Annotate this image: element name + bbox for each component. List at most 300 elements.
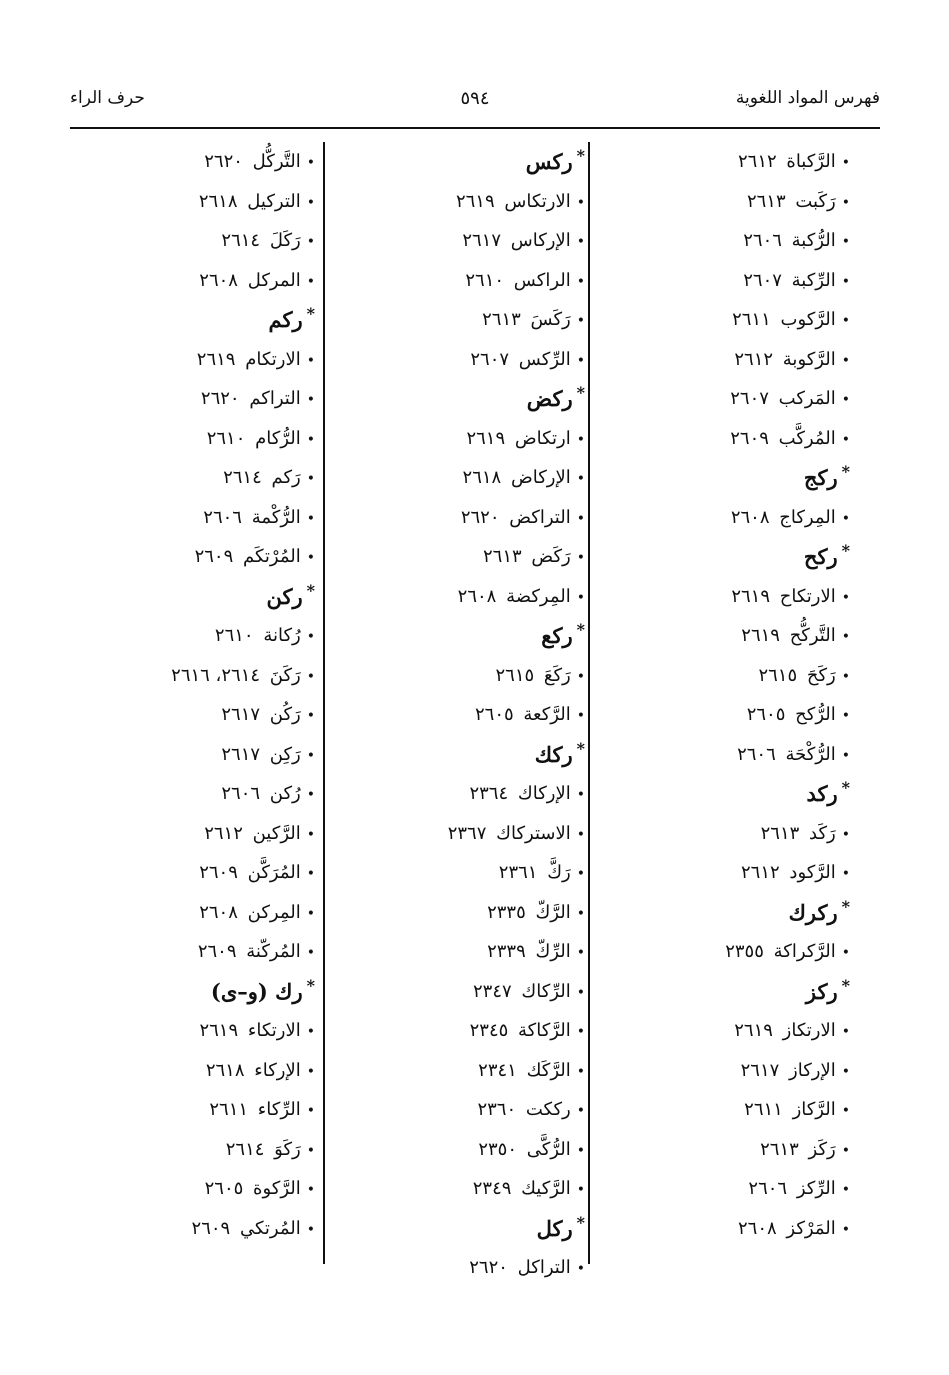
index-entry bbox=[350, 261, 585, 301]
root-heading bbox=[605, 537, 850, 577]
entry-word: الرَّكعة bbox=[523, 704, 571, 725]
index-entry bbox=[100, 1090, 315, 1130]
entry-reference: ٢٦٠٨ bbox=[199, 901, 238, 923]
bullet-icon: • bbox=[576, 708, 585, 724]
root-heading bbox=[350, 1209, 585, 1249]
index-entry bbox=[350, 340, 585, 380]
root-heading bbox=[350, 379, 585, 419]
entry-reference: ٢٦٠٥ bbox=[475, 704, 514, 725]
bullet-icon: • bbox=[576, 866, 585, 882]
entry-word: الرِّكز bbox=[796, 1178, 836, 1199]
entry-word: المَركب bbox=[778, 388, 836, 409]
bullet-icon: • bbox=[306, 905, 315, 922]
index-entry bbox=[350, 853, 585, 893]
entry-word: الرُّكح bbox=[795, 704, 836, 725]
asterisk-icon: * bbox=[306, 975, 315, 995]
bullet-icon: • bbox=[306, 510, 315, 527]
entry-word: الرِّكبة bbox=[791, 269, 836, 291]
bullet-icon: • bbox=[576, 1182, 585, 1198]
entry-word: المُركَّب bbox=[778, 427, 836, 449]
index-entry bbox=[100, 1169, 315, 1209]
entry-word: المُرتكي bbox=[239, 1217, 301, 1239]
index-entry bbox=[100, 774, 315, 814]
entry-word: الرَّكّ bbox=[535, 901, 571, 923]
entry-word: ارتكاض bbox=[514, 427, 571, 449]
root-heading bbox=[605, 774, 850, 814]
bullet-icon: • bbox=[576, 352, 585, 369]
entry-word: الراكس bbox=[513, 269, 571, 291]
entry-reference: ٢٦١٩ bbox=[466, 427, 506, 449]
bullet-icon: • bbox=[306, 826, 315, 843]
bullet-icon: • bbox=[576, 984, 585, 1001]
index-entry bbox=[100, 656, 315, 696]
entry-reference: ٢٣٤٥ bbox=[469, 1020, 509, 1041]
entry-word: الارتكاز bbox=[782, 1020, 836, 1041]
bullet-icon: • bbox=[306, 1063, 315, 1080]
index-entry bbox=[350, 577, 585, 617]
entry-word: الإركاز bbox=[789, 1059, 836, 1081]
entry-word: المركل bbox=[247, 269, 301, 291]
bullet-icon: • bbox=[306, 629, 315, 645]
entry-word: رَكَض bbox=[531, 546, 571, 567]
entry-word: الرَّكود bbox=[789, 862, 836, 883]
index-entry bbox=[100, 616, 315, 656]
entry-word: التركيل bbox=[247, 190, 301, 212]
bullet-icon: • bbox=[841, 629, 850, 645]
entry-word: الرُّكَّى bbox=[526, 1138, 571, 1160]
bullet-icon: • bbox=[576, 945, 585, 961]
entry-reference: ٢٦١٢ bbox=[741, 862, 780, 883]
entry-reference: ٢٣٦٠ bbox=[477, 1099, 517, 1120]
bullet-icon: • bbox=[576, 431, 585, 448]
bullet-icon: • bbox=[841, 866, 850, 882]
bullet-icon: • bbox=[576, 234, 585, 250]
entry-reference: ٢٣٦٤ bbox=[469, 783, 509, 804]
page-header bbox=[70, 88, 880, 118]
entry-word: رَكِن bbox=[269, 743, 301, 765]
entry-reference: ٢٣٣٥ bbox=[487, 901, 526, 923]
root-heading bbox=[350, 616, 585, 656]
entry-reference: ٢٦١٥ bbox=[758, 664, 798, 686]
index-entry bbox=[350, 932, 585, 972]
index-entry bbox=[605, 182, 850, 222]
entry-reference: ٢٦١٧ bbox=[740, 1059, 780, 1081]
entry-reference: ٢٦٠٦ bbox=[748, 1178, 788, 1199]
index-entry bbox=[100, 379, 315, 419]
entry-reference: ٢٦١١ bbox=[732, 309, 771, 330]
bullet-icon: • bbox=[576, 905, 585, 922]
entry-word: الإركاء bbox=[254, 1059, 301, 1081]
bullet-icon: • bbox=[576, 550, 585, 566]
bullet-icon: • bbox=[576, 510, 585, 527]
index-entry bbox=[605, 1169, 850, 1209]
index-entry bbox=[100, 1011, 315, 1051]
bullet-icon: • bbox=[306, 1221, 315, 1238]
entry-reference: ٢٦٠٦ bbox=[737, 743, 776, 765]
entry-reference: ٢٣٦٧ bbox=[447, 822, 487, 844]
index-entry bbox=[605, 419, 850, 459]
index-entry bbox=[350, 1051, 585, 1091]
entry-word: رَكم bbox=[271, 467, 301, 488]
entry-word: الارتكام bbox=[245, 348, 301, 370]
bullet-icon: • bbox=[306, 392, 315, 408]
entry-reference: ٢٦١١ bbox=[209, 1099, 249, 1120]
bullet-icon: • bbox=[306, 431, 315, 448]
entry-reference: ٢٦١٨ bbox=[462, 467, 502, 488]
bullet-icon: • bbox=[576, 787, 585, 803]
bullet-icon: • bbox=[841, 194, 850, 211]
entry-word: الرِّكاء bbox=[257, 1099, 301, 1120]
bullet-icon: • bbox=[841, 352, 850, 369]
section-title: حرف الراء bbox=[70, 88, 145, 108]
index-entry bbox=[605, 695, 850, 735]
asterisk-icon: * bbox=[576, 738, 585, 758]
entry-word: الرِّكاك bbox=[521, 980, 571, 1002]
entry-reference: ٢٦١٢ bbox=[737, 151, 777, 172]
column-divider bbox=[323, 142, 325, 1264]
index-entry bbox=[100, 932, 315, 972]
bullet-icon: • bbox=[841, 747, 850, 764]
index-entry bbox=[605, 300, 850, 340]
entry-word: الارتكاس bbox=[504, 190, 571, 212]
entry-reference: ٢٦١٣ bbox=[760, 1138, 799, 1160]
root-label: رك (و–ى) bbox=[210, 978, 303, 1004]
entry-word: التَّركُّح bbox=[789, 625, 836, 646]
bullet-icon: • bbox=[576, 826, 585, 843]
entry-reference: ٢٦١٧ bbox=[221, 704, 261, 725]
index-entry bbox=[605, 932, 850, 972]
bullet-icon: • bbox=[576, 194, 585, 211]
index-entry bbox=[605, 1090, 850, 1130]
entry-reference: ٢٣٥٠ bbox=[478, 1138, 517, 1160]
root-heading bbox=[605, 893, 850, 933]
bullet-icon: • bbox=[841, 1182, 850, 1198]
asterisk-icon: * bbox=[841, 541, 850, 560]
entry-reference: ٢٦٢٠ bbox=[469, 1257, 508, 1278]
entry-reference: ٢٦١٠ bbox=[214, 625, 254, 646]
bullet-icon: • bbox=[841, 313, 850, 329]
bullet-icon: • bbox=[841, 1063, 850, 1080]
entry-reference: ٢٦٠٩ bbox=[730, 427, 769, 449]
index-entry bbox=[350, 300, 585, 340]
bullet-icon: • bbox=[306, 234, 315, 250]
entry-word: رَكَوَ bbox=[274, 1138, 301, 1160]
entry-word: الإركاك bbox=[517, 783, 571, 804]
index-column-middle bbox=[350, 142, 585, 1278]
index-entry bbox=[605, 142, 850, 182]
entry-reference: ٢٦١٩ bbox=[199, 1020, 239, 1041]
index-entry bbox=[100, 340, 315, 380]
entry-reference: ٢٦١٣ bbox=[482, 309, 521, 330]
entry-word: رَكَسَ bbox=[530, 309, 571, 330]
asterisk-icon: * bbox=[841, 896, 850, 916]
index-entry bbox=[350, 419, 585, 459]
entry-reference: ٢٦١١ bbox=[744, 1099, 783, 1120]
bullet-icon: • bbox=[576, 668, 585, 685]
bullet-icon: • bbox=[306, 471, 315, 487]
index-entry bbox=[605, 1011, 850, 1051]
entry-reference: ٢٣٤٧ bbox=[473, 980, 512, 1002]
entry-reference: ٢٦٠٨ bbox=[199, 269, 238, 291]
column-divider bbox=[588, 142, 590, 1264]
entry-word: رَكَنَ bbox=[269, 664, 301, 686]
page-number: ٥٩٤ bbox=[460, 88, 490, 109]
bullet-icon: • bbox=[306, 1103, 315, 1119]
entry-word: التراكض bbox=[509, 506, 571, 528]
entry-reference: ٢٦١٣ bbox=[760, 822, 800, 844]
bullet-icon: • bbox=[306, 155, 315, 171]
index-entry bbox=[100, 458, 315, 498]
entry-word: رُكانة bbox=[263, 625, 301, 646]
index-entry bbox=[350, 774, 585, 814]
entry-reference: ٢٦١٩ bbox=[734, 1020, 773, 1041]
entry-reference: ٢٦١٠ bbox=[206, 427, 246, 449]
bullet-icon: • bbox=[576, 589, 585, 606]
entry-reference: ٢٦١٢ bbox=[734, 348, 774, 370]
index-entry bbox=[350, 221, 585, 261]
asterisk-icon: * bbox=[841, 975, 850, 995]
bullet-icon: • bbox=[576, 1063, 585, 1080]
entry-word: المِركضة bbox=[506, 585, 571, 607]
entry-word: المِركن bbox=[247, 901, 301, 923]
root-label: ركد bbox=[806, 781, 838, 806]
header-rule bbox=[70, 127, 880, 129]
entry-word: رُكن bbox=[269, 783, 301, 804]
asterisk-icon: * bbox=[306, 580, 315, 600]
root-label: ركز bbox=[805, 978, 838, 1004]
running-title: فهرس المواد اللغوية bbox=[735, 88, 880, 108]
index-column-right bbox=[605, 142, 850, 1272]
index-entry bbox=[100, 498, 315, 538]
bullet-icon: • bbox=[841, 826, 850, 843]
entry-word: الرُّكبة bbox=[791, 230, 836, 251]
root-label: ركرك bbox=[788, 899, 838, 925]
bullet-icon: • bbox=[576, 1103, 585, 1119]
index-entry bbox=[605, 1130, 850, 1170]
bullet-icon: • bbox=[306, 708, 315, 724]
index-entry bbox=[350, 182, 585, 222]
index-entry bbox=[605, 221, 850, 261]
entry-reference: ٢٣٥٥ bbox=[725, 941, 764, 962]
entry-word: الرَّكاز bbox=[792, 1099, 836, 1120]
entry-reference: ٢٦٢٠ bbox=[460, 506, 500, 528]
index-entry bbox=[350, 1169, 585, 1209]
entry-word: المِركاج bbox=[779, 506, 836, 528]
bullet-icon: • bbox=[841, 1221, 850, 1238]
bullet-icon: • bbox=[576, 1024, 585, 1040]
index-entry bbox=[350, 1130, 585, 1170]
entry-word: الرَّكين bbox=[252, 822, 301, 844]
entry-reference: ٢٦٠٨ bbox=[457, 585, 497, 607]
entry-reference: ٢٦١٥ bbox=[495, 664, 535, 686]
entry-word: رَكَحَ bbox=[806, 664, 836, 686]
asterisk-icon: * bbox=[576, 146, 585, 165]
index-entry bbox=[605, 1051, 850, 1091]
entry-word: الإركاض bbox=[510, 467, 571, 488]
entry-reference: ٢٦١٤ bbox=[225, 1138, 265, 1160]
entry-word: الاستركاك bbox=[496, 822, 571, 844]
index-entry bbox=[100, 142, 315, 182]
entry-reference: ٢٦٠٩ bbox=[194, 546, 234, 567]
asterisk-icon: * bbox=[576, 1212, 585, 1232]
index-entry bbox=[100, 1209, 315, 1249]
index-entry bbox=[100, 814, 315, 854]
bullet-icon: • bbox=[841, 1142, 850, 1159]
index-entry bbox=[605, 340, 850, 380]
bullet-icon: • bbox=[306, 352, 315, 369]
entry-word: الرِّكس bbox=[518, 348, 571, 370]
bullet-icon: • bbox=[306, 273, 315, 290]
bullet-icon: • bbox=[576, 273, 585, 290]
index-entry bbox=[100, 695, 315, 735]
entry-word: الارتكاء bbox=[247, 1020, 301, 1041]
entry-word: الارتكاح bbox=[779, 585, 836, 607]
index-entry bbox=[100, 853, 315, 893]
entry-reference: ٢٣٦١ bbox=[498, 862, 538, 883]
entry-word: التراكل bbox=[517, 1257, 571, 1278]
entry-reference: ٢٦٠٦ bbox=[743, 230, 782, 251]
entry-reference: ٢٦١٣ bbox=[746, 190, 786, 212]
index-entry bbox=[350, 498, 585, 538]
index-entry bbox=[100, 221, 315, 261]
entry-word: الرَّكيك bbox=[521, 1178, 571, 1199]
bullet-icon: • bbox=[841, 392, 850, 408]
bullet-icon: • bbox=[841, 1103, 850, 1119]
index-entry bbox=[100, 1051, 315, 1091]
entry-word: الرَّكاكة bbox=[518, 1020, 571, 1041]
index-entry bbox=[350, 656, 585, 696]
root-label: ركح bbox=[803, 544, 838, 569]
entry-word: رككت bbox=[525, 1099, 571, 1120]
entry-word: الإركاس bbox=[510, 230, 571, 251]
entry-word: الرَّكباة bbox=[786, 151, 836, 172]
asterisk-icon: * bbox=[841, 778, 850, 797]
entry-reference: ٢٦١٤، ٢٦١٦ bbox=[171, 664, 261, 686]
asterisk-icon: * bbox=[306, 304, 315, 323]
root-label: ركن bbox=[266, 583, 303, 609]
bullet-icon: • bbox=[841, 510, 850, 527]
entry-reference: ٢٦١٨ bbox=[198, 190, 238, 212]
index-entry bbox=[605, 853, 850, 893]
entry-reference: ٢٦١٩ bbox=[741, 625, 780, 646]
index-entry bbox=[350, 537, 585, 577]
bullet-icon: • bbox=[306, 550, 315, 566]
bullet-icon: • bbox=[306, 1182, 315, 1198]
index-entry bbox=[350, 972, 585, 1012]
entry-word: المَرْكز bbox=[786, 1217, 836, 1239]
bullet-icon: • bbox=[306, 194, 315, 211]
index-entry bbox=[350, 1090, 585, 1130]
entry-reference: ٢٣٤١ bbox=[478, 1059, 517, 1081]
entry-word: الرَّكوب bbox=[780, 309, 836, 330]
entry-reference: ٢٦١٧ bbox=[462, 230, 501, 251]
entry-reference: ٢٦١٢ bbox=[204, 822, 243, 844]
entry-reference: ٢٦١٤ bbox=[223, 467, 262, 488]
index-entry bbox=[605, 498, 850, 538]
bullet-icon: • bbox=[576, 313, 585, 329]
bullet-icon: • bbox=[841, 1024, 850, 1040]
root-label: ركس bbox=[525, 149, 573, 174]
root-heading bbox=[605, 458, 850, 498]
entry-reference: ٢٦١٩ bbox=[196, 348, 236, 370]
bullet-icon: • bbox=[306, 668, 315, 685]
entry-word: رَكَّ bbox=[547, 862, 571, 883]
entry-reference: ٢٦٠٥ bbox=[204, 1178, 244, 1199]
entry-reference: ٢٦٠٩ bbox=[197, 941, 237, 962]
entry-reference: ٢٣٤٩ bbox=[472, 1178, 512, 1199]
index-entry bbox=[605, 616, 850, 656]
index-entry bbox=[350, 458, 585, 498]
root-label: ركج bbox=[803, 465, 838, 490]
root-label: ركم bbox=[268, 307, 303, 332]
entry-word: رَكَعَ bbox=[543, 664, 571, 686]
root-label: ركض bbox=[526, 386, 573, 411]
entry-reference: ٢٦١٣ bbox=[483, 546, 522, 567]
index-entry bbox=[605, 814, 850, 854]
index-entry bbox=[100, 735, 315, 775]
index-entry bbox=[100, 893, 315, 933]
bullet-icon: • bbox=[841, 431, 850, 448]
bullet-icon: • bbox=[841, 155, 850, 171]
entry-word: رَكُن bbox=[269, 704, 301, 725]
entry-reference: ٢٦١٨ bbox=[205, 1059, 245, 1081]
root-heading bbox=[350, 142, 585, 182]
entry-word: الرِّكّ bbox=[535, 941, 571, 962]
entry-reference: ٢٦١٠ bbox=[465, 269, 505, 291]
bullet-icon: • bbox=[841, 708, 850, 724]
index-entry bbox=[605, 379, 850, 419]
bullet-icon: • bbox=[841, 273, 850, 290]
entry-word: رَكَز bbox=[808, 1138, 836, 1160]
asterisk-icon: * bbox=[841, 462, 850, 481]
index-entry bbox=[350, 695, 585, 735]
index-entry bbox=[100, 1130, 315, 1170]
bullet-icon: • bbox=[306, 866, 315, 882]
root-heading bbox=[605, 972, 850, 1012]
bullet-icon: • bbox=[576, 1261, 585, 1277]
bullet-icon: • bbox=[841, 668, 850, 685]
index-entry bbox=[605, 1209, 850, 1249]
bullet-icon: • bbox=[841, 234, 850, 250]
bullet-icon: • bbox=[306, 747, 315, 764]
entry-reference: ٢٦٠٨ bbox=[730, 506, 770, 528]
root-label: ركل bbox=[536, 1215, 573, 1241]
entry-reference: ٢٦٠٥ bbox=[746, 704, 786, 725]
index-entry bbox=[100, 537, 315, 577]
index-entry bbox=[350, 893, 585, 933]
root-label: ركك bbox=[534, 741, 573, 767]
entry-word: الرَّكوة bbox=[253, 1178, 301, 1199]
entry-reference: ٢٣٣٩ bbox=[487, 941, 526, 962]
entry-reference: ٢٦٠٦ bbox=[221, 783, 261, 804]
entry-word: المُركّنة bbox=[246, 941, 301, 962]
entry-word: التَّركُّل bbox=[252, 151, 301, 172]
entry-reference: ٢٦٢٠ bbox=[200, 388, 240, 409]
index-entry bbox=[100, 419, 315, 459]
index-entry bbox=[605, 735, 850, 775]
entry-word: الرَّكراكة bbox=[773, 941, 836, 962]
index-entry bbox=[350, 814, 585, 854]
root-heading bbox=[100, 300, 315, 340]
entry-word: رَكَلَ bbox=[269, 230, 301, 251]
index-entry bbox=[100, 182, 315, 222]
entry-word: رَكَد bbox=[809, 822, 836, 844]
entry-word: الرَّكوبة bbox=[782, 348, 836, 370]
bullet-icon: • bbox=[576, 1142, 585, 1159]
entry-reference: ٢٦٠٧ bbox=[743, 269, 782, 291]
root-heading bbox=[100, 972, 315, 1012]
entry-word: الرُّكْحَة bbox=[785, 743, 836, 765]
